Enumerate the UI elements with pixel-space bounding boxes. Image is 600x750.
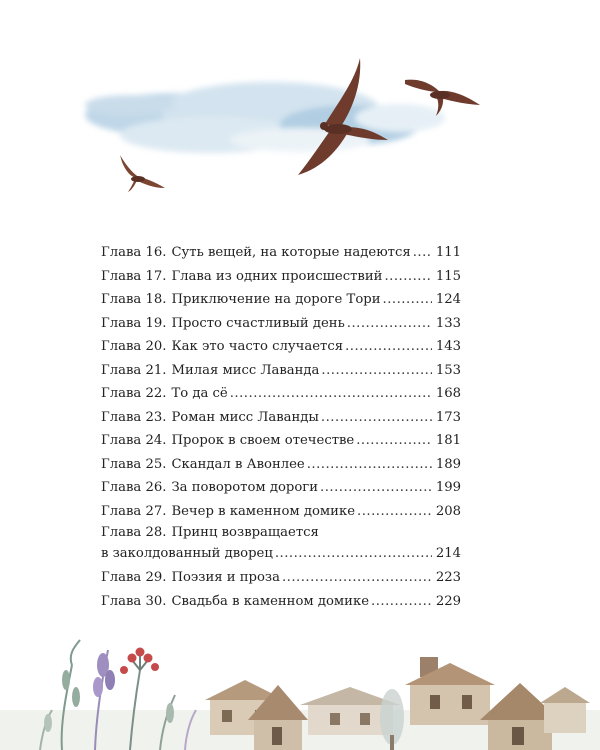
chapter-number: Глава 29. <box>101 570 167 585</box>
toc-entry-18[interactable] <box>101 288 461 312</box>
dot-leader <box>383 288 432 312</box>
dot-leader <box>320 476 432 500</box>
chapter-number: Глава 19. <box>101 315 167 331</box>
toc-entry-23[interactable] <box>101 406 461 430</box>
dot-leader <box>345 335 432 359</box>
dot-leader <box>384 265 431 289</box>
dot-leader <box>282 566 432 590</box>
toc-entry-26[interactable] <box>101 476 461 500</box>
toc-entry-24[interactable] <box>101 429 461 453</box>
dot-leader <box>321 406 432 430</box>
toc-entry-17[interactable] <box>101 265 461 289</box>
page-number: 189 <box>435 456 461 472</box>
page-number: 229 <box>435 593 461 609</box>
chapter-number: Глава 16. <box>101 245 167 260</box>
toc-entry-19[interactable] <box>101 312 461 336</box>
dot-leader <box>347 312 432 336</box>
chapter-title: Пророк в своем отечестве <box>171 433 355 448</box>
dot-leader <box>357 500 432 524</box>
page-number: 168 <box>435 386 461 401</box>
page-number: 153 <box>435 362 461 378</box>
chapter-title: Глава из одних происшествий <box>171 268 383 284</box>
cloud <box>85 82 445 153</box>
chapter-title: Вечер в каменном домике <box>171 503 355 519</box>
cloud-and-birds-illustration <box>70 40 520 210</box>
page-number: 111 <box>435 245 461 260</box>
chapter-title: То да сё <box>171 386 228 401</box>
house-icon <box>405 657 495 725</box>
toc-entry-20[interactable] <box>101 335 461 359</box>
dot-leader <box>371 590 432 614</box>
chapter-title: Суть вещей, на которые надеются <box>171 245 411 260</box>
chapter-title-line2: в заколдованный дворец <box>101 546 273 561</box>
page-number: 199 <box>435 480 461 495</box>
page-number: 208 <box>435 503 461 519</box>
chapter-title: За поворотом дороги <box>171 480 319 495</box>
page-number: 214 <box>435 546 461 561</box>
chapter-number: Глава 20. <box>101 339 167 354</box>
table-of-contents <box>101 241 461 613</box>
chapter-number: Глава 27. <box>101 503 167 519</box>
chapter-number: Глава 23. <box>101 409 167 425</box>
dot-leader <box>356 429 432 453</box>
chapter-title: Приключение на дороге Тори <box>171 292 381 307</box>
chapter-number: Глава 24. <box>101 433 167 448</box>
page-number: 124 <box>435 292 461 307</box>
dot-leader <box>275 542 432 565</box>
chapter-number: Глава 21. <box>101 362 167 378</box>
page-number: 223 <box>435 570 461 585</box>
chapter-title-line1: Принц возвращается <box>171 525 319 540</box>
toc-entry-29[interactable] <box>101 566 461 590</box>
page-number: 181 <box>435 433 461 448</box>
chapter-title: Роман мисс Лаванды <box>171 409 319 425</box>
chapter-number: Глава 25. <box>101 456 167 472</box>
chapter-title: Поэзия и проза <box>171 570 280 585</box>
toc-entry-25[interactable] <box>101 453 461 477</box>
toc-entry-27[interactable] <box>101 500 461 524</box>
page-number: 143 <box>435 339 461 354</box>
chapter-number: Глава 18. <box>101 292 167 307</box>
village-and-flowers-illustration <box>0 625 600 750</box>
toc-entry-28[interactable] <box>101 523 461 566</box>
dot-leader <box>230 382 432 406</box>
dot-leader <box>413 241 432 265</box>
chapter-number: Глава 22. <box>101 386 167 401</box>
chapter-number: Глава 30. <box>101 593 167 609</box>
house-icon <box>540 687 590 733</box>
page-number: 133 <box>435 315 461 331</box>
toc-entry-21[interactable] <box>101 359 461 383</box>
chapter-number: Глава 17. <box>101 268 167 284</box>
chapter-title: Как это часто случается <box>171 339 344 354</box>
dot-leader <box>307 453 432 477</box>
chapter-title: Скандал в Авонлее <box>171 456 305 472</box>
page-number: 173 <box>435 409 461 425</box>
chapter-title: Просто счастливый день <box>171 315 345 331</box>
chapter-title: Свадьба в каменном домике <box>171 593 370 609</box>
chapter-title: Милая мисс Лаванда <box>171 362 320 378</box>
toc-entry-16[interactable] <box>101 241 461 265</box>
dot-leader <box>321 359 431 383</box>
bird-icon <box>120 155 165 192</box>
toc-entry-22[interactable] <box>101 382 461 406</box>
chapter-number: Глава 28. <box>101 525 167 540</box>
page-number: 115 <box>435 268 461 284</box>
chapter-number: Глава 26. <box>101 480 167 495</box>
toc-entry-30[interactable] <box>101 590 461 614</box>
